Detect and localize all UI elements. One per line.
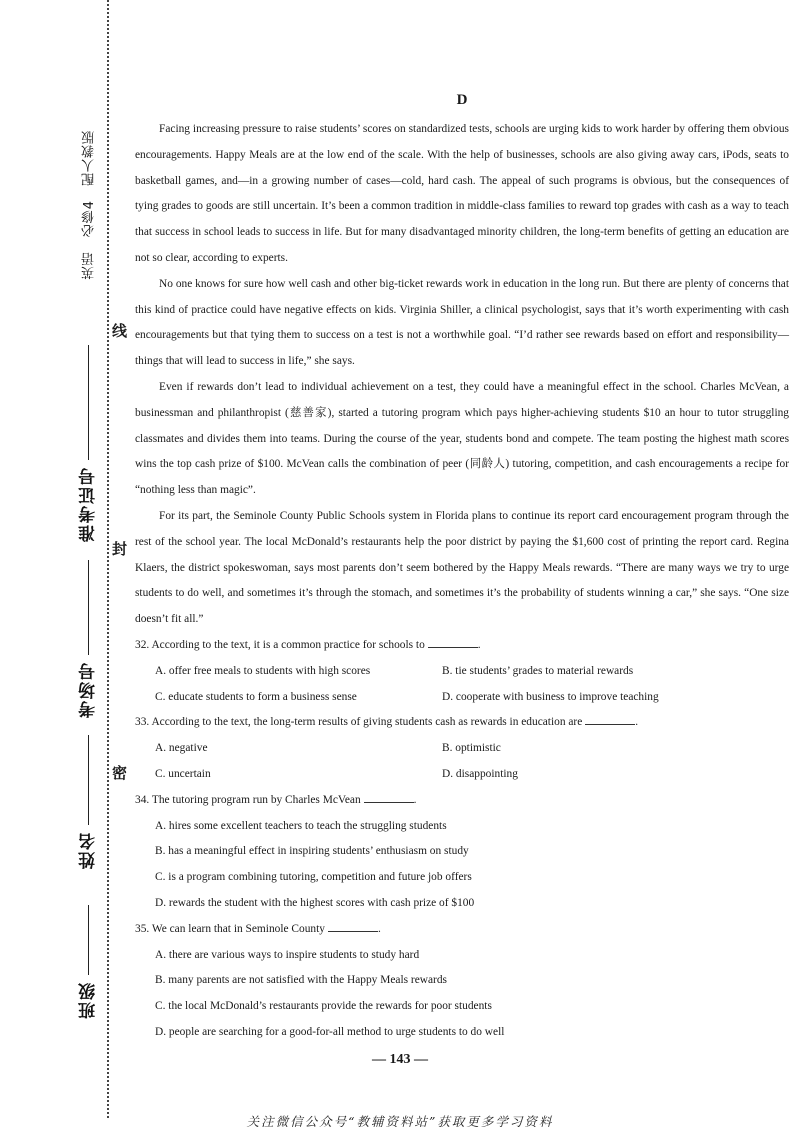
question-32-options-row-1 [135,659,789,685]
paragraph-1: Facing increasing pressure to raise students’ scores on standardized tests, schools are urging kids to work harder by offering them obvious encouragements. Happy Meals are at the low end of the scale. With the help of businesses, schools are also giving away cars, iPods, seats to basketball games, and—in a growing number of cases—cold, hard cash. The appeal of such programs is obvious, but the consequences of tying grades to goods are still uncertain. It’s been a common tradition in middle-class families to reward top grades with cash as a way to teach that success in school leads to success in life. But for many disadvantaged minority children, the long-term benefits of getting an education are not so clear, according to experts. [135,123,789,264]
question-34-stem: 34. The tutoring program run by Charles McVean [135,793,361,806]
option-d: D. cooperate with business to improve teaching [442,690,659,703]
option-b: B. has a meaningful effect in inspiring students’ enthusiasm on study [155,845,469,858]
option-b: B. optimistic [442,742,501,755]
question-34: 34. The tutoring program run by Charles McVean . [135,793,417,806]
footer-note: 关注微信公众号“教辅资料站”获取更多学习资料 [246,1114,554,1129]
option-c: C. uncertain [155,767,211,780]
option-d: D. rewards the student with the highest scores with cash prize of $100 [155,896,475,909]
option-c: C. the local McDonald’s restaurants provide the rewards for poor students [155,1000,492,1013]
option-a: A. negative [155,742,208,755]
question-33-options-row-1 [135,736,789,762]
question-33: 33. According to the text, the long-term results of giving students cash as rewards in education are . [135,716,639,729]
name-field [76,735,101,869]
class-field-label: 班级 [79,981,99,1019]
seal-mark-mi: 密 [112,760,127,785]
option-a: A. offer free meals to students with high scores [155,664,371,677]
seal-mark-xian: 线 [112,318,127,343]
exam-id-field-label: 准考证号 [79,466,99,542]
option-d: D. disappointing [442,767,518,780]
exam-room-field-label: 考场号 [79,661,99,718]
question-32-stem: 32. According to the text, it is a common practice for schools to [135,638,425,651]
subject-label: 英语 必修4 配人教版 [82,130,97,280]
answer-blank [428,637,478,648]
option-b: B. many parents are not satisfied with the Happy Meals rewards [155,974,447,987]
question-33-options-row-2 [135,762,789,788]
question-32: 32. According to the text, it is a common practice for schools to . [135,638,481,651]
binding-dotted-line [107,0,109,1118]
option-a: A. hires some excellent teachers to teach the struggling students [155,819,447,832]
question-32-options-row-2 [135,685,789,711]
paragraph-3: Even if rewards don’t lead to individual achievement on a test, they could have a meaningful effect in the school. Charles McVean, a businessman and philanthropist (慈善家), started a tutoring program which pays higher-achieving students $10 an hour to tutor struggling classmates and divides them into teams. During the course of the year, students bond and compete. The team posting the highest math scores wins the top cash prize of $100. McVean calls the combination of peer (同龄人) tutoring, competition, and cash encouragements a recipe for “nothing less than magic”. [135,380,789,497]
option-d: D. people are searching for a good-for-all method to urge students to do well [155,1025,505,1038]
main-content [135,92,789,1046]
answer-blank [364,792,414,803]
question-35-stem: 35. We can learn that in Seminole County [135,922,325,935]
answer-blank [585,714,635,725]
option-c: C. is a program combining tutoring, competition and future job offers [155,871,472,884]
class-field [76,905,101,1019]
name-field-label: 姓名 [79,831,99,869]
passage-title: D [456,92,468,108]
option-a: A. there are various ways to inspire students to study hard [155,948,420,961]
answer-blank [328,921,378,932]
question-33-stem: 33. According to the text, the long-term results of giving students cash as rewards in education are [135,716,583,729]
question-35: 35. We can learn that in Seminole County . [135,922,381,935]
paragraph-2: No one knows for sure how well cash and other big-ticket rewards work in education in the long run. But there are plenty of concerns that this kind of practice could have negative effects on kids. Virginia Shiller, a clinical psychologist, says that it’s worth experimenting with cash encouragements but that tying them to success on a test is not a worthwhile goal. “I’d rather see rewards based on effort and responsibility—things that will lead to success in life,” she says. [135,277,789,368]
seal-mark-feng: 封 [112,536,127,561]
paragraph-4: For its part, the Seminole County Public Schools system in Florida plans to continue its report card encouragement program through the rest of the school year. The local McDonald’s restaurants help the poor district by paying the $1,600 cost of printing the report card. Regina Klaers, the district spokeswoman, says most parents don’t seem bothered by the Happy Meals rewards. “There are many ways we try to urge students to do well, and sometimes it’s through the stomach, and sometimes it’s the probability of students winning a car,” she says. “One size doesn’t fit all.” [135,509,789,626]
option-b: B. tie students’ grades to material rewards [442,664,634,677]
option-c: C. educate students to form a business sense [155,690,357,703]
page-number: — 143 — [372,1052,428,1067]
exam-id-field [76,345,101,542]
exam-room-field [76,560,101,718]
